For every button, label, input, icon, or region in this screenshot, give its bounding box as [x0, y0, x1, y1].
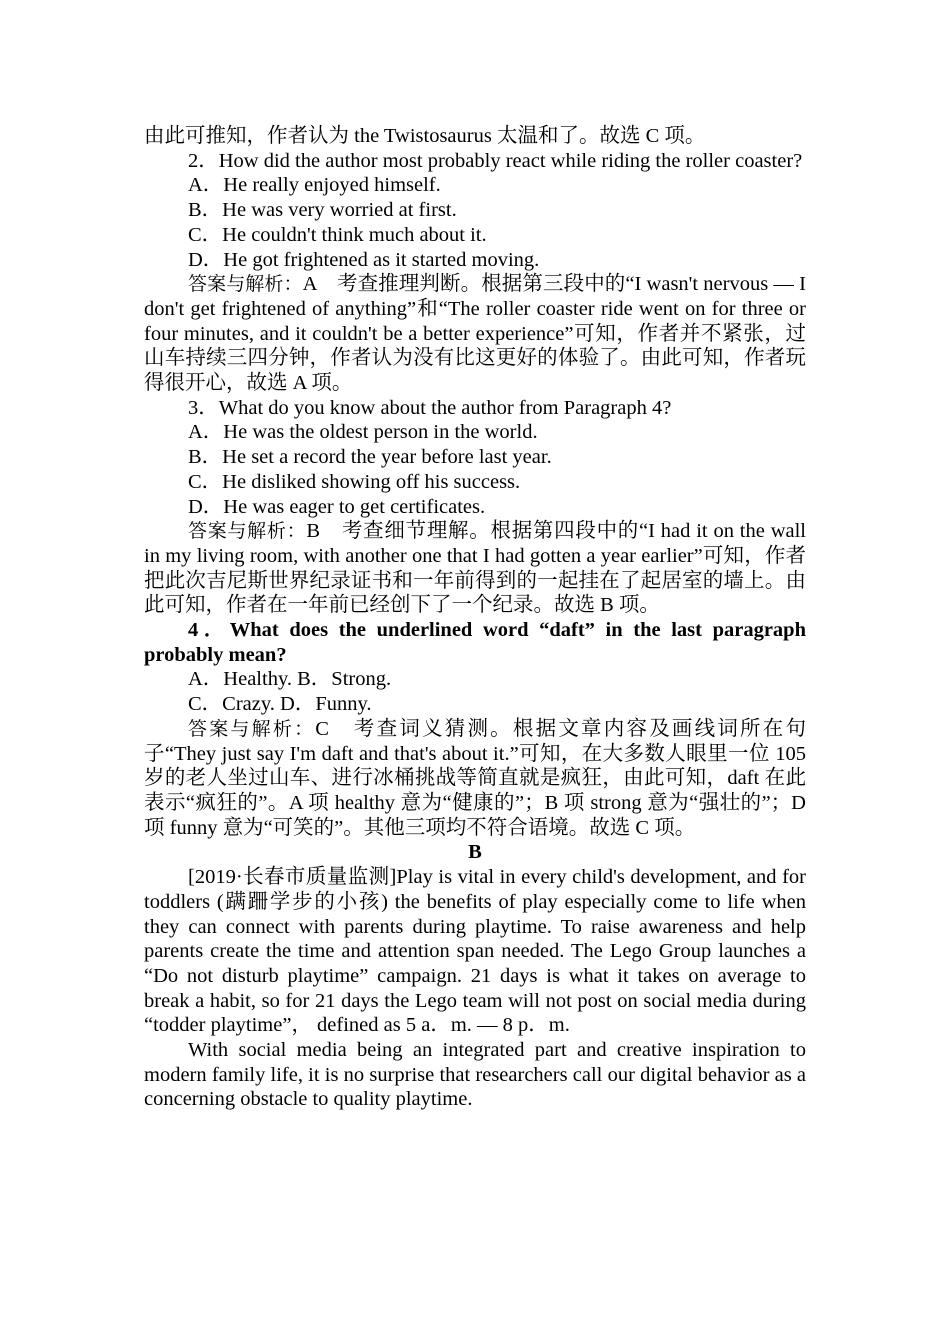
answer-4: [144, 717, 806, 841]
answer-2: [144, 272, 806, 396]
question-4: 4．What does the underlined word “daft” in the last paragraph probably mean?: [144, 619, 806, 666]
question-3-option-c: C．He disliked showing off his success.: [188, 470, 521, 493]
document-page: [144, 124, 806, 1112]
question-3-option-d: D．He was eager to get certificates.: [188, 495, 486, 518]
answer-3-text: B 考查细节理解。根据第四段中的“I had it on the wall in my living room, with another one that I had gotten a year earlier”可知，作者把此次吉尼斯世界纪录证书和一年前得到的一起挂在了起居室的墙上。由此可知，作者在一年前已经创下了一个纪录。故选 B 项。: [144, 520, 806, 617]
question-2-option-b: B．He was very worried at first.: [188, 199, 457, 222]
answer-3: [144, 519, 806, 618]
answer-2-label: 答案与解析：: [188, 273, 303, 296]
question-4-options-ab: A．Healthy. B．Strong.: [188, 668, 392, 691]
question-3: 3．What do you know about the author from Paragraph 4?: [188, 396, 672, 419]
passage-paragraph-2: With social media being an integrated part and creative inspiration to modern family life, it is no surprise that researchers call our digital behavior as a concerning obstacle to quality playtime.: [144, 1039, 806, 1111]
question-2: 2．How did the author most probably react while riding the roller coaster?: [188, 149, 803, 172]
question-2-option-a: A．He really enjoyed himself.: [188, 174, 441, 197]
answer-continuation: 由此可推知，作者认为 the Twistosaurus 太温和了。故选 C 项。: [144, 125, 706, 147]
answer-2-text: A 考查推理判断。根据第三段中的“I wasn't nervous — I don't get frightened of anything”和“The roller coaster ride went on for three or four minutes, and it couldn't be a better experience”可知，作者并不紧张，过山车持续三四分钟，作者认为没有比这更好的体验了。由此可知，作者玩得很开心，故选 A 项。: [144, 273, 806, 395]
question-2-option-c: C．He couldn't think much about it.: [188, 223, 487, 246]
section-heading-b: B: [468, 841, 482, 864]
answer-4-label: 答案与解析：: [188, 717, 316, 740]
passage-paragraph-1: [2019·长春市质量监测]Play is vital in every child's development, and for toddlers (蹒跚学步的小孩) the benefits of play especially come to life when they can connect with parents during playtime. To raise awareness and help parents create the time and attention span needed. The Lego Group launches a “Do not disturb playtime” campaign. 21 days is what it takes on average to break a habit, so for 21 days the Lego team will not post on social media during “todder playtime”， defined as 5 a．m. — 8 p．m.: [144, 866, 806, 1037]
question-2-option-d: D．He got frightened as it started moving.: [188, 248, 540, 271]
question-3-option-b: B．He set a record the year before last year.: [188, 446, 552, 469]
answer-3-label: 答案与解析：: [188, 520, 307, 543]
question-3-option-a: A．He was the oldest person in the world.: [188, 421, 538, 444]
answer-4-text: C 考查词义猜测。根据文章内容及画线词所在句子“They just say I'm daft and that's about it.”可知，在大多数人眼里一位 105 岁的老人坐过山车、进行冰桶挑战等简直就是疯狂，由此可知，daft 在此表示“疯狂的”。A 项 healthy 意为“健康的”；B 项 strong 意为“强壮的”；D 项 funny 意为“可笑的”。其他三项均不符合语境。故选 C 项。: [144, 717, 806, 839]
question-4-options-cd: C．Crazy. D．Funny.: [188, 693, 372, 716]
